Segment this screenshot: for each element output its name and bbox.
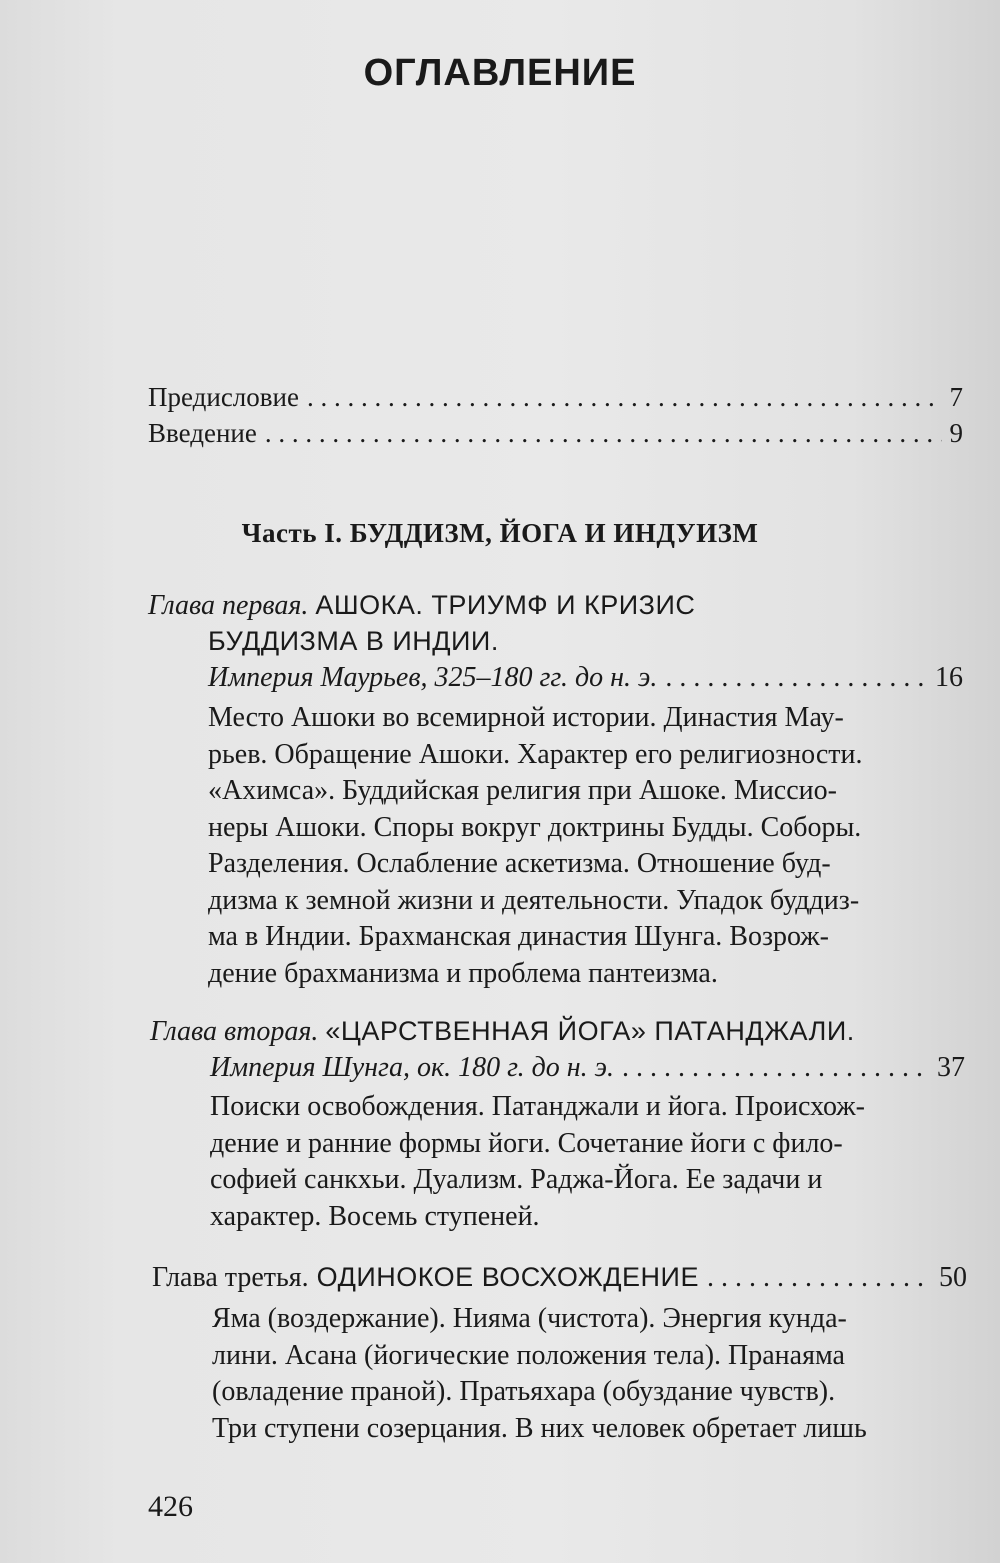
toc-entry-label: Предисловие	[148, 382, 299, 412]
chapter-1-heading[interactable]	[148, 590, 695, 622]
chapter-page: 37	[937, 1052, 965, 1083]
description-line: неры Ашоки. Споры вокруг доктрины Будды. Соборы.	[208, 811, 862, 843]
page-title: ОГЛАВЛЕНИЕ	[363, 52, 637, 94]
leader-dots	[622, 1052, 929, 1084]
leader-dots	[307, 382, 942, 413]
chapter-2-subtitle-entry[interactable]	[210, 1052, 965, 1084]
leader-dots	[265, 418, 942, 449]
chapter-title: «ЦАРСТВЕННАЯ ЙОГА» ПАТАНДЖАЛИ.	[325, 1016, 855, 1046]
description-line: «Ахимса». Буддийская религия при Ашоке. Миссио-	[208, 775, 837, 806]
chapter-1-heading-line2	[208, 626, 499, 658]
description-line: Три ступени созерцания. В них человек обретает лишь	[212, 1412, 867, 1444]
description-line: Место Ашоки во всемирной истории. Династия Мау-	[208, 702, 844, 733]
toc-entry-page: 7	[949, 382, 963, 412]
leader-dots	[707, 1262, 931, 1294]
description-line: дение и ранние формы йоги. Сочетание йоги с фило-	[210, 1127, 843, 1159]
description-line: лини. Асана (йогические положения тела). Пранаяма	[212, 1339, 845, 1371]
toc-entry-label: Введение	[148, 418, 257, 448]
description-line: Поиски освобождения. Патанджали и йога. Происхож-	[210, 1091, 865, 1122]
description-line: Разделения. Ослабление аскетизма. Отношение буд-	[208, 848, 831, 879]
part-title: Часть I. БУДДИЗМ, ЙОГА И ИНДУИЗМ	[241, 518, 759, 548]
chapter-subtitle: Империя Шунга, ок. 180 г. до н. э.	[210, 1052, 615, 1083]
chapter-label: Глава третья.	[152, 1262, 309, 1293]
toc-entry-preface[interactable]	[148, 382, 963, 413]
chapter-title: ОДИНОКОЕ ВОСХОЖДЕНИЕ	[316, 1262, 699, 1292]
toc-entry-introduction[interactable]	[148, 418, 963, 449]
chapter-title-continued: БУДДИЗМА В ИНДИИ.	[208, 626, 499, 656]
chapter-page: 50	[939, 1262, 967, 1293]
description-line: софией санкхьи. Дуализм. Раджа-Йога. Ее задачи и	[210, 1164, 823, 1195]
leader-dots	[665, 662, 927, 694]
chapter-3-description	[212, 1301, 867, 1447]
description-line: (овладение праной). Пратьяхара (обуздание чувств).	[212, 1376, 836, 1407]
description-line: рьев. Обращение Ашоки. Характер его религиозности.	[208, 738, 863, 770]
chapter-subtitle: Империя Маурьев, 325–180 гг. до н. э.	[208, 662, 658, 693]
description-line: дение брахманизма и проблема пантеизма.	[208, 957, 718, 989]
page-number: 426	[148, 1490, 193, 1523]
description-line: ма в Индии. Брахманская династия Шунга. Возрож-	[208, 921, 829, 952]
chapter-label: Глава первая.	[148, 590, 309, 621]
chapter-1-subtitle-entry[interactable]	[208, 662, 963, 694]
toc-entry-page: 9	[949, 418, 963, 448]
description-line: характер. Восемь ступеней.	[210, 1200, 540, 1232]
description-line: дизма к земной жизни и деятельности. Упадок буддиз-	[208, 884, 860, 916]
chapter-title: АШОКА. ТРИУМФ И КРИЗИС	[315, 590, 696, 620]
chapter-2-description	[210, 1089, 865, 1235]
chapter-3-heading[interactable]	[152, 1262, 967, 1294]
chapter-1-description	[208, 700, 863, 992]
chapter-label: Глава вторая.	[150, 1016, 319, 1047]
description-line: Яма (воздержание). Нияма (чистота). Энергия кунда-	[212, 1303, 847, 1334]
chapter-2-heading[interactable]	[150, 1016, 855, 1048]
chapter-page: 16	[935, 662, 963, 693]
